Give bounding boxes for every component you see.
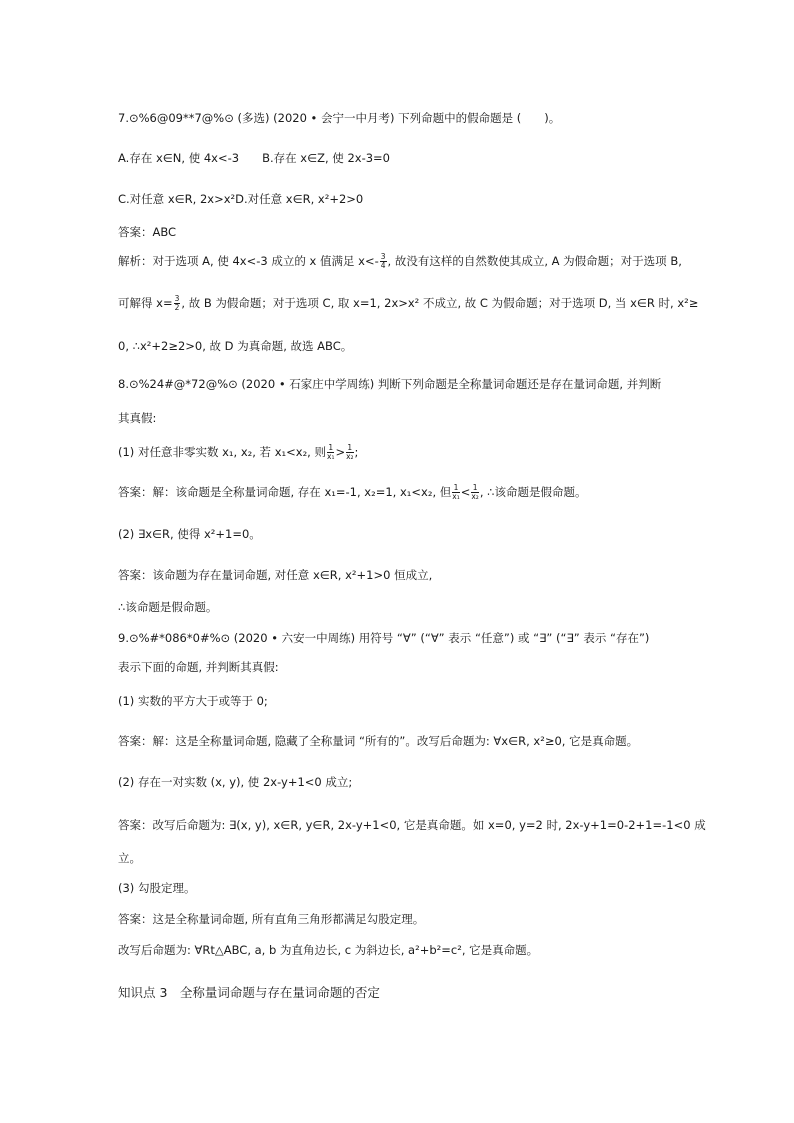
q7-analysis-line-2 bbox=[118, 295, 698, 312]
q9-part-3: (3) 勾股定理。 bbox=[118, 881, 196, 895]
q7-options-ab: A.存在 x∈N, 使 4x<-3 B.存在 x∈Z, 使 2x-3=0 bbox=[118, 151, 391, 165]
q8-stem-2: 其真假: bbox=[118, 411, 157, 425]
fraction: $\frac{3}{2}$ bbox=[174, 294, 180, 312]
q8-part-1: (1) 对任意非零实数 x₁, x₂, 若 x₁<x₂, 则 $\frac{1}{\text{x₁}}$ > $\frac{1}{\text{x₂}}$ ; bbox=[118, 443, 359, 461]
q7-stem: 7.⊙%6@09**7@%⊙ (多选) (2020 • 会宁一中月考) 下列命题中的假命题是 ( )。 bbox=[118, 111, 561, 125]
fraction: $\frac{3}{4}$ bbox=[380, 252, 386, 270]
fraction: $\frac{1}{\text{x₁}}$ bbox=[327, 443, 335, 461]
q9-part-2: (2) 存在一对实数 (x, y), 使 2x-y+1<0 成立; bbox=[118, 775, 353, 789]
q7-analysis-line-1 bbox=[118, 253, 682, 270]
q9-answer-1: 答案：解：这是全称量词命题, 隐藏了全称量词 “所有的”。改写后命题为: ∀x∈R, x²≥0, 它是真命题。 bbox=[118, 734, 639, 748]
q8-answer-1: 答案：解：该命题是全称量词命题, 存在 x₁=-1, x₂=1, x₁<x₂, 但 $\frac{1}{\text{x₁}}$ < $\frac{1}{\text{x₂}}$ , ∴该命题是假命题。 bbox=[118, 483, 587, 501]
q9-answer-2-line-1: 答案：改写后命题为: ∃(x, y), x∈R, y∈R, 2x-y+1<0, 它是真命题。如 x=0, y=2 时, 2x-y+1=0-2+1=-1<0 成 bbox=[118, 818, 706, 832]
q7-analysis-2-post: , 故 B 为假命题；对于选项 C, 取 x=1, 2x>x² 不成立, 故 C 为假命题；对于选项 D, 当 x∈R 时, x²≥ bbox=[181, 296, 699, 310]
q7-analysis-2-pre: 可解得 x= bbox=[118, 296, 173, 310]
q7-answer: 答案：ABC bbox=[118, 225, 177, 239]
q7-analysis-1-post: , 故没有这样的自然数使其成立, A 为假命题；对于选项 B, bbox=[387, 254, 682, 268]
q9-answer-3-line-2: 改写后命题为: ∀Rt△ABC, a, b 为直角边长, c 为斜边长, a²+b²=c², 它是真命题。 bbox=[118, 943, 539, 957]
q8-stem-1: 8.⊙%24#@*72@%⊙ (2020 • 石家庄中学周练) 判断下列命题是全称量词命题还是存在量词命题, 并判断 bbox=[118, 377, 662, 391]
fraction: $\frac{1}{\text{x₂}}$ bbox=[346, 443, 354, 461]
q7-analysis-line-3: 0, ∴x²+2≥2>0, 故 D 为真命题, 故选 ABC。 bbox=[118, 339, 353, 353]
q8-part-2: (2) ∃x∈R, 使得 x²+1=0。 bbox=[118, 527, 261, 541]
q8-answer-2-line-1: 答案：该命题为存在量词命题, 对任意 x∈R, x²+1>0 恒成立, bbox=[118, 568, 433, 582]
q7-options-cd: C.对任意 x∈R, 2x>x²D.对任意 x∈R, x²+2>0 bbox=[118, 192, 364, 206]
q9-answer-2-line-2: 立。 bbox=[118, 851, 141, 865]
knowledge-point-heading: 知识点 3 全称量词命题与存在量词命题的否定 bbox=[118, 985, 380, 1000]
fraction: $\frac{1}{\text{x₂}}$ bbox=[471, 483, 479, 501]
q9-answer-3-line-1: 答案：这是全称量词命题, 所有直角三角形都满足勾股定理。 bbox=[118, 912, 425, 926]
fraction: $\frac{1}{\text{x₁}}$ bbox=[452, 483, 460, 501]
q9-stem-1: 9.⊙%#*086*0#%⊙ (2020 • 六安一中周练) 用符号 “∀” (“∀” 表示 “任意”) 或 “∃” (“∃” 表示 “存在”) bbox=[118, 631, 650, 645]
q9-part-1: (1) 实数的平方大于或等于 0; bbox=[118, 694, 268, 708]
q7-analysis-1-pre: 解析：对于选项 A, 使 4x<-3 成立的 x 值满足 x<- bbox=[118, 254, 379, 268]
q8-answer-2-line-2: ∴该命题是假命题。 bbox=[118, 600, 218, 614]
q9-stem-2: 表示下面的命题, 并判断其真假: bbox=[118, 660, 279, 674]
